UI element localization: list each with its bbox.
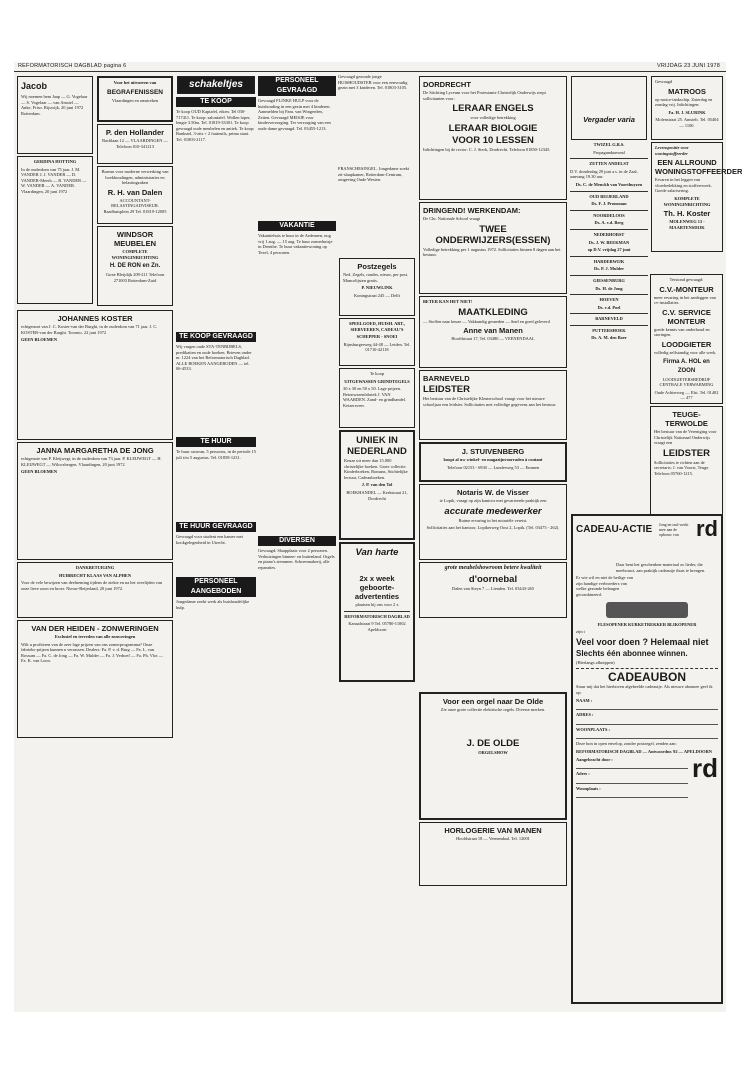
field-woonplaats[interactable]: WOONPLAATS :	[576, 726, 610, 732]
field-adres2[interactable]: Adres :	[576, 771, 590, 777]
grindtegels-ad	[339, 368, 415, 428]
dordrecht-head2: LERAAR BIOLOGIE	[448, 122, 538, 134]
field-aangebracht-line[interactable]	[576, 764, 688, 769]
barneveld-ad	[419, 370, 567, 440]
orgel-title: Voor een orgel naar De Olde	[442, 697, 544, 706]
cv-firm: Firma A. HOL en ZOON	[663, 358, 710, 374]
postzegels-ad	[339, 258, 415, 316]
postzegels-title: Postzegels	[357, 262, 397, 271]
column-business-ads	[96, 74, 174, 306]
orgel-sub: ORGELSHOW	[478, 749, 508, 755]
personeel-aangeboden-text: Jongedame zoekt werk als huishoudelijke hulp.	[176, 599, 250, 610]
column-vacancies	[418, 74, 568, 694]
teuge-text: Het bestuur van de Vereniging voor Christelijk Nationaal Onderwijs vraagt een	[654, 429, 717, 446]
funeral-ad	[97, 76, 173, 122]
vv-sec9: PUTTERSHOEK	[570, 325, 648, 334]
notaris-foot: Sollicitaties aan het kantoor, Lopikerweg Oost 2, Lopik. (Tel. 03475 - 262).	[426, 525, 560, 531]
vv-sec4: NEDERHORST	[570, 229, 648, 238]
windsor-text: COMPLETE WONINGINRICHTING	[111, 249, 159, 260]
matroos-top: Gevraagd	[655, 79, 673, 84]
cv-head3: LOODGIETER	[661, 339, 712, 349]
maatkleding-head: MAATKLEDING	[458, 306, 528, 318]
field-naam[interactable]: NAAM :	[576, 697, 593, 703]
uniek-ad	[339, 430, 415, 540]
barneveld-head: LEIDSTER	[423, 384, 470, 395]
oornebal-ad	[419, 562, 567, 618]
horlogerie-name: HORLOGERIE VAN MANEN	[444, 826, 542, 835]
cv-head1: C.V.-MONTEUR	[659, 284, 714, 294]
death-notice-2-sign: GEEN BLOEMEN	[21, 337, 57, 343]
vv-speaker1: Ds. C. de Menckh van Voorthuyzen	[575, 181, 643, 187]
field-adres[interactable]: ADRES :	[576, 712, 594, 718]
vv-org-sub: Propagandaavond	[593, 149, 625, 155]
grindtegels-top: Te koop	[369, 371, 385, 376]
cadeau-bon-text: Stuur mij dat het hierboven afgebeelde cadeautje. Als nieuwe abonnee geef ik op:	[576, 684, 713, 695]
hollander-ad	[97, 124, 173, 164]
field-adres2-line[interactable]	[576, 779, 688, 784]
woningstoffeerder-name: Th. H. Koster	[663, 209, 711, 219]
vv-speaker2: Ds. F. J. Pronsman	[591, 201, 627, 207]
horlogerie-ad	[419, 822, 567, 886]
page-header	[14, 62, 726, 70]
cadeau-header	[576, 518, 718, 540]
cadeau-send: Deze bon in open envelop, zonder postzegel, zenden aan:	[576, 741, 677, 747]
cadeau-note: (Hierlangs afknippen)	[576, 659, 615, 665]
windsor-name: WINDSOR MEUBELEN	[113, 230, 157, 248]
field-adres-line[interactable]	[576, 720, 718, 725]
thanks-head: DANKBETUIGING	[75, 565, 115, 570]
cv-head2: C.V. SERVICE MONTEUR	[662, 307, 711, 326]
cv-text1: meer ervaring in het aanleggen van cv-installaties.	[654, 294, 716, 306]
vv-org: TWIZEL G.B.S.	[593, 142, 625, 147]
windsor-firm: H. DE RON en Zn.	[109, 263, 161, 270]
oornebal-brand: d'oornebal	[468, 574, 518, 585]
cadeau-text: Daar bent het geschenken-materiaal zo lieder, die meebouwt, aan praktijk cadeautje thuis te brengen.	[616, 562, 706, 573]
death-notice-1-text: In de ouderdom van 75 jaar. J. M. VANDER J. J. VANDER — D. VANDER-Meerb — R. VANDER — W. VANDER — A. VANDER. Vlaardingen, 20 juni 1972	[21, 166, 87, 194]
column-schakeltjes-1	[176, 74, 256, 694]
van-harte-rd-addr: Kanaalstraat 9 Tel. 05780-11002 Apeldoorn	[348, 621, 406, 632]
cadeau-send-addr: REFORMATORISCH DAGBLAD — Antwoordnr. 92 — APELDOORN	[576, 748, 712, 754]
bottom-ads	[418, 690, 568, 1010]
vv-sec7: HOEVEN	[570, 294, 648, 303]
dordrecht-ad	[419, 76, 567, 200]
van-harte-text: 2x x week geboorte-advertenties	[354, 574, 400, 601]
notaris-ad	[419, 484, 567, 560]
vv-speaker7: Ds. v.d. Poel	[597, 304, 621, 310]
death-notice-3	[17, 442, 173, 560]
te-huur-gevraagd-text: Gevraagd voor student een kamer met kookgelegenheid in Utrecht.	[176, 534, 243, 545]
vergader-varia-logo	[571, 76, 647, 140]
werkendam-text: De Chr. Nationale School vraagt	[423, 216, 481, 221]
funeral-sub: Vlaardingen en omstreken	[111, 97, 159, 103]
notaris-text: te Lopik, vraagt op zijn kantoor met gevarieerde praktijk een	[439, 498, 547, 503]
vv-speaker3: Ds. A. v.d. Berg	[594, 220, 624, 226]
vandalen-ad	[97, 166, 173, 224]
cut-line	[576, 668, 718, 669]
zonwering-title: VAN DER HEIDEN - ZONWERINGEN	[31, 624, 159, 633]
bottle-opener-icon	[606, 602, 688, 618]
col5-text2: FRANSCHESINGEL. Jongedame zoekt zit-slaapkamer, Rotterdam-Centrum, omgeving Oude Westen.	[338, 166, 410, 183]
werkendam-foot: Volledige betrekking per 1 augustus 1972. Sollicitaties binnen 8 dagen aan het bestuur.	[423, 246, 561, 258]
cadeau-big2: Slechts één abonnee winnen.	[576, 648, 688, 658]
woningstoffeerder-title: Levenspositie voor woningstoffeerder	[655, 145, 689, 156]
vv-date: op D.V. vrijdag 27 juni	[587, 247, 631, 253]
grindtegels-text: 30 x 30 en 50 x 50. Lage prijzen. Betonwarenfabriek J. VAN WAARDEN. Zand- en grindhandel. Keizersveer.	[343, 386, 407, 408]
thanks-name: HUIBRECHT KLAAS VAN ALPHEN	[58, 572, 132, 578]
oornebal-addr: Dalen van Steyn 7 — Lienden. Tel. 03443-265	[451, 586, 535, 591]
postzegels-text: Ned. Zegels, rondes, nieuw, per post. Mancolijsten gratis.	[343, 272, 409, 283]
vv-sec3: NOORDELOOS	[570, 210, 648, 219]
section-te-huur: TE HUUR	[176, 437, 256, 447]
notaris-name: Notaris W. de Visser	[457, 488, 529, 497]
woningstoffeerder-addr: MOLENWEG 13 - MAARTENSDIJK	[669, 219, 705, 230]
maatkleding-addr: Hoofdstraat 17, Tel. 03480 — VEENENDAAL	[451, 336, 535, 342]
vakantie-text: Vakantiehuis te huur in de Ardennen, nog vrij 1 aug. — 15 aug. Te huur zomerhuisje in Drenthe. Te huur vakantiewoning op Texel, 4 personen.	[258, 233, 333, 255]
windsor-ad	[97, 226, 173, 306]
death-notice-3-name: JANNA MARGARETHA DE JONG	[36, 446, 154, 455]
hollander-name: P. den Hollander	[105, 128, 165, 137]
woningstoffeerder-text: Ervaren in het leggen van vloerbedekking en stoffeerwerk. Goede salarisering.	[655, 177, 712, 194]
vv-sec5: HARDERWIJK	[570, 256, 648, 265]
postzegels-addr: Koningstraat 245 — Delft	[354, 292, 400, 298]
header-rule	[14, 71, 726, 72]
birth-name: Jacob	[21, 81, 48, 91]
column-schakeltjes-2	[258, 74, 336, 694]
vergader-varia-label: Vergader varia	[583, 115, 635, 124]
matroos-ad	[651, 76, 723, 140]
personeel-gevraagd-text: Gevraagd FLINKE HULP voor de huishouding in een gezin met 4 kinderen. Aanmelden bij Fam. van Wingerden, Zetten. Gevraagd MEISJE voor kinderverzorging. Ter verzorging van een oude dame gevraagd. Tel. 03455-1213.	[258, 98, 331, 131]
field-naam-line[interactable]	[576, 705, 718, 710]
zonwering-sub: Exclusief en tevreden van alle zonweringen	[54, 634, 136, 639]
rd-logo-icon: rd	[695, 516, 718, 541]
van-harte-ad	[339, 542, 415, 682]
aangebracht-fields	[576, 757, 688, 801]
vv-sec6: GIESSENBURG	[570, 275, 648, 284]
section-te-koop: TE KOOP	[176, 97, 256, 107]
zonwering-text: Wilt u profiteren van de zeer lage prijzen van ons zomerprogramma? Onze fabrieks-prijzen kunnen u verrassen. Dealers: Fa. P. v. d. Burg — Fa. L. van Rossum — Fa. C. de Jong — Fa. W. Mulder — Fa. J. Verhoef — Fa. Ph. Vlot — Fa. K. van Loon.	[21, 641, 164, 664]
wide-notices	[16, 308, 174, 678]
dordrecht-sub1: voor volledige betrekking	[470, 115, 516, 121]
death-notice-2-text: echtgenoot van J. C. Koster-van der Burght, in de ouderdom van 71 jaar. J. C. KOSTER-van der Burght. Toronto, 22 juni 1972	[21, 324, 158, 335]
cadeau-actie	[570, 512, 724, 1008]
barneveld-text: Het bestuur van de Christelijke Kleuterschool vraagt voor het nieuwe schooljaar een leidster. Sollicitaties met volledige gegevens aan het bestuur.	[423, 396, 557, 407]
field-woonplaats2[interactable]: Woonplaats :	[576, 785, 601, 791]
cadeau-head: CADEAU-ACTIE	[576, 523, 653, 535]
uniek-text: Keuze uit meer dan 15.000 christelijke boeken. Grote collectie. Kinderboeken, Romans, Stichtelijke lectuur, Cadeauboeken.	[344, 458, 408, 480]
maatkleding-name: Anne van Manen	[463, 326, 523, 336]
cadeau-big1: Veel voor doen ? Helemaal niet	[576, 636, 709, 647]
woningstoffeerder-sub: KOMPLETE WONINGINRICHTING	[663, 195, 711, 207]
stuivenberg-name: J. STUIVENBERG	[461, 447, 525, 456]
funeral-big: BEGRAFENISSEN	[107, 88, 163, 96]
orgel-illustration	[424, 715, 562, 737]
cv-firm-sub: LOODGIETERSBEDRIJF CENTRALE VERWARMING	[659, 376, 714, 388]
vv-sec8: BARNEVELD	[570, 313, 648, 322]
column-small-ads	[338, 74, 416, 694]
col5-text1: Gevraagd gezonde jonge HUISHOUDSTER voor een eenvoudig gezin met 3 kinderen. Tel. 01803-3105.	[338, 74, 408, 91]
dordrecht-city: DORDRECHT	[423, 80, 471, 89]
death-notice-3-sign: GEEN BLOEMEN	[21, 469, 57, 475]
death-notice-1-name: GERDINA HOTTING	[33, 159, 77, 164]
diversen-text: Gevraagd: Slaapplaats voor 2 personen. Verhuizingen binnen- en buitenland. Orgels en piano's stemmen. Schoenmakerij, alle reparaties.	[258, 548, 335, 570]
stuivenberg-tel: Telefoon 02153 - 6930 — Lunderweg 53 — Emmen	[446, 464, 540, 470]
newspaper-page	[14, 62, 742, 1012]
vandalen-text: ACCOUNTANT-BELASTINGADVISEUR. Raadhuisplein 29 Tel. 01819-12005	[103, 197, 167, 214]
vv-sec1-text: D.V. donderdag 29 juni a.s. in de Zaal, aanvang 19.30 uur.	[570, 168, 638, 180]
section-diversen: DIVERSEN	[258, 536, 336, 546]
cv-text3: volledig zelfstandig voor alle werk.	[654, 349, 717, 355]
vv-speaker9: Ds. A. M. den Boer	[591, 335, 627, 341]
notaris-sub: Ruime ervaring in het notariële vereist.	[458, 517, 528, 523]
speelgoed-ad	[339, 318, 415, 366]
vandalen-name: R. H. van Dalen	[107, 187, 163, 197]
te-koop-text: Te koop OUD Kaptafel, eiken. Tel 030-717411. Te koop: salontafel. Wollen loper, lengte 3.50m. Tel. 01819-33301. Te koop gevraagd oude meubelen en antiek. Te koop: Bankstel, 3-zits + 2 fauteuils, prima staat. Tel. 01803-2117.	[176, 109, 255, 142]
maatkleding-top: BETER KAN HET NIET!	[423, 299, 473, 304]
vandalen-top: Bureau voor moderne verwerking van boekhoudingen, administraties en belastingzaken	[101, 169, 169, 186]
zonwering-ad	[17, 620, 173, 738]
dordrecht-foot: Inlichtingen bij de rector: C. J. Sterk, Dordrecht. Telefoon 01850-12345.	[423, 146, 551, 152]
death-notice-2	[17, 310, 173, 440]
teuge-ad	[650, 406, 723, 524]
speelgoed-title: SPEELGOED, HUISH. ART., SIERVEEREN, CADEAU'S	[348, 321, 406, 332]
cadeau-actie-box	[571, 514, 723, 1004]
cadeau-tool: FLESOPENER KURKETREKKER BLIKOPENER	[597, 621, 697, 627]
notaris-head: accurate medewerker	[444, 505, 542, 517]
cv-text2: goede kennis van onderhoud en storingen.	[654, 326, 710, 338]
grindtegels-title: UITGEWASSEN GRINDTEGELS	[344, 378, 410, 384]
uniek-title: UNIEK IN NEDERLAND	[347, 435, 407, 457]
rd-logo-icon-bottom: rd	[692, 752, 718, 783]
woningstoffeerder-head: EEN ALLROUND WONINGSTOFFEERDER	[655, 158, 742, 177]
van-harte-illustration	[344, 559, 410, 573]
werkendam-title: DRINGEND! WERKENDAM:	[423, 206, 521, 215]
cv-monteur-ad	[650, 274, 723, 404]
stuivenberg-text: koopt al uw winkel- en magazijnvoorraden à contant	[443, 457, 543, 462]
vv-sec1: ZETTEN ANDELST	[570, 158, 648, 167]
section-vakantie: VAKANTIE	[258, 221, 336, 231]
cadeau-text2: Er wie wil en niet de heilige van zijn handige verbroeders van welke gezonde belangen gecombineerd.	[576, 575, 633, 597]
teuge-foot: Sollicitaties te richten aan de secretaris: J. van Voorst, Teuge. Telefoon 05760-1215.	[654, 459, 710, 476]
death-notice-3-text: echtgenote van P. Kleijwegt, in de ouderdom van 73 jaar. P. KLEIJWEGT — H. KLEIJWEGT — Wilcoxbergen. Vlaardingen, 20 juni 1972	[21, 456, 162, 467]
schakeltjes-logo: schakeltjes	[189, 79, 243, 90]
werkendam-head: TWEE ONDERWIJZERS(ESSEN)	[435, 223, 551, 246]
dordrecht-text: De Stichting Lyceum voor het Protestants-Christelijk Onderwijs roept sollicitanten voor:	[423, 90, 546, 101]
section-personeel-aangeboden: PERSONEEL AANGEBODEN	[176, 577, 256, 597]
dordrecht-head2b: VOOR 10 LESSEN	[452, 134, 534, 146]
header-left: REFORMATORISCH DAGBLAD pagina 6	[18, 63, 127, 69]
funeral-title: Voor het uitvoeren van	[113, 80, 157, 85]
vv-sec2: OUD BEIJERLAND	[570, 191, 648, 200]
cv-top: Terstond gevraagd:	[669, 277, 704, 282]
header-right: VRIJDAG 23 JUNI 1978	[657, 63, 720, 69]
cadeau-side: Jong en oud werkt mee aan de opbouw van	[659, 521, 689, 537]
cv-addr: Oude Achterweg — Elst. Tel. 01402 — 477	[654, 389, 719, 401]
field-aangebracht[interactable]: Aangebracht door :	[576, 756, 613, 762]
van-harte-title: Van harte	[355, 547, 399, 558]
thanks-notice	[17, 562, 173, 618]
oornebal-title: grote meubelshowroom betere kwaliteit	[444, 565, 542, 571]
orgel-text: Zie onze grote collectie elektrische orgels. Diverse merken.	[440, 707, 546, 712]
werkendam-ad	[419, 202, 567, 294]
stuivenberg-ad	[419, 442, 567, 482]
matroos-name: Fa. H. J. SLURINK	[668, 109, 706, 115]
section-personeel-gevraagd: PERSONEEL GEVRAAGD	[258, 76, 336, 96]
vv-speaker6: Ds. H. de Jong	[595, 285, 623, 291]
death-notice-2-name: JOHANNES KOSTER	[57, 314, 133, 323]
windsor-addr: Grote Bleijdijk 209-211 Telefoon 271003 Rotterdam-Zuid	[105, 272, 165, 283]
thanks-text: Voor de vele bewijzen van deelneming tijdens de ziekte en na het overlijden van onze lieve zoon en broer. Nieuw-Beijerland, 20 juni 1972.	[21, 580, 162, 591]
te-koop-gevraagd-text: Wij vragen oude STA-TENBIJBELS, predikatien en oude boeken. Brieven onder nr. 1224 van het Reformatorisch Dagblad. ALLE BOEKEN AANGEBODEN — tel. 06-4533.	[176, 344, 252, 372]
speelgoed-name: SCHEPPER - SNOEI	[356, 334, 398, 340]
matroos-text: op motor-tankschip. Zaterdag en zondag vrij. Inlichtingen:	[655, 96, 713, 108]
van-harte-sub: plaatsen bij ons voor 2 x	[355, 602, 399, 607]
woningstoffeerder-ad	[651, 142, 742, 252]
birth-notice	[17, 76, 93, 154]
death-notice-1	[17, 156, 93, 304]
maatkleding-text: — Stoffen naar keuze — Vakkundig gesneden — Snel en goed geleverd	[423, 318, 550, 324]
schakeltjes-logo-box	[177, 76, 255, 94]
cadeau-bon: CADEAUBON	[608, 670, 686, 685]
vv-speaker4: Ds. J. W. BEEKMAN	[588, 239, 630, 245]
dordrecht-head1: LERAAR ENGELS	[452, 103, 534, 115]
uniek-addr: BOEKHANDEL — Kerkstraat 21, Dordrecht	[346, 489, 408, 501]
te-huur-text: Te huur caravan, 5 persoons, in de periode 15 juli t/m 5 augustus. Tel. 01858-1231.	[176, 449, 256, 460]
matroos-addr: Molenstraat 25. Amstelt. Tel. 05404 — 1100.	[655, 117, 719, 128]
horlogerie-addr: Hoofdstraat 18 — Veenendaal. Tel. 12001	[456, 836, 530, 841]
cadeau-price: zijn t	[576, 629, 585, 635]
field-woonplaats2-line[interactable]	[576, 793, 688, 798]
orgel-brand: J. DE OLDE	[466, 737, 520, 749]
barneveld-city: BARNEVELD	[423, 374, 470, 383]
maatkleding-ad	[419, 296, 567, 368]
postzegels-name: P. NIEUWLINK	[361, 285, 393, 291]
vv-speaker5: Ds. P. J. Mulder	[593, 266, 625, 272]
birth-text: Wij noemen hem Jaap — G. Vogelaar — S. Vogelaar — van Amstel — Anke, Friso. Rijswijk, 20 juni 1972 Rotterdam.	[21, 94, 88, 116]
field-woonplaats-line[interactable]	[576, 734, 718, 739]
teuge-head: TEUGE-TERWOLDE	[665, 410, 708, 428]
van-harte-rd-name: REFORMATORISCH DAGBLAD	[344, 611, 410, 620]
uniek-name: J. P. van den Tol	[361, 482, 393, 488]
orgel-ad	[419, 692, 567, 820]
speelgoed-text: Rijnsburgerweg 44-48 — Leiden. Tel. 01710-42118	[343, 341, 411, 353]
section-te-koop-gevraagd: TE KOOP GEVRAAGD	[176, 332, 256, 342]
hollander-text: Bachlaan 12 — VLAARDINGEN — Telefoon 010-341213	[102, 138, 168, 149]
aangebracht-row	[576, 752, 718, 801]
section-te-huur-gevraagd: TE HUUR GEVRAAGD	[176, 522, 256, 532]
teuge-sub: LEIDSTER	[663, 447, 710, 459]
matroos-head: MATROOS	[668, 86, 706, 96]
